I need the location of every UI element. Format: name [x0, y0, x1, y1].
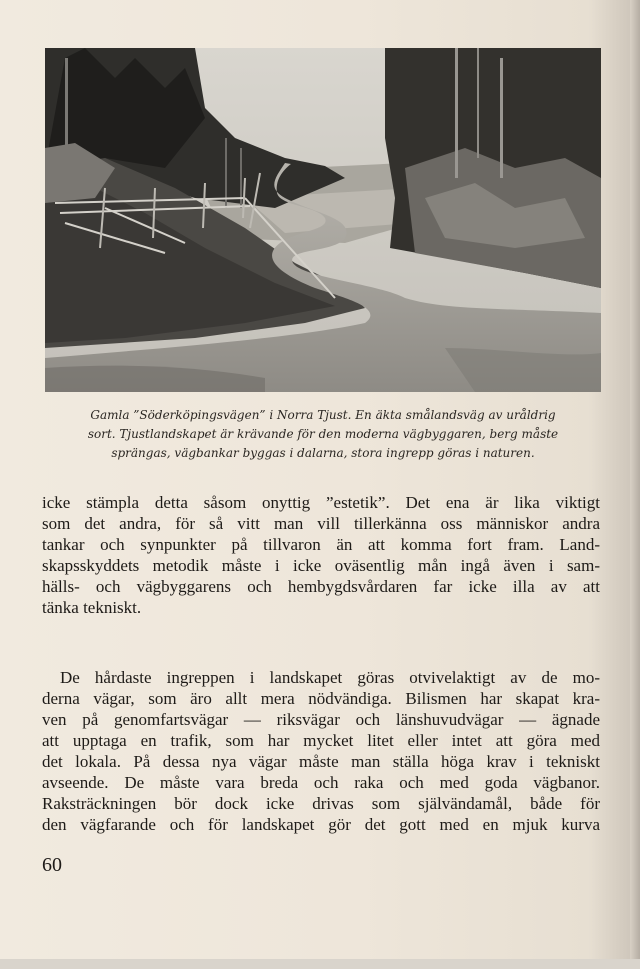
- body-paragraph-1: [42, 492, 600, 618]
- text-line: det lokala. På dessa nya vägar måste man ställa höga krav i tekniskt: [42, 752, 600, 771]
- text-line: att upptaga en trafik, som har mycket litet eller intet att göra med: [42, 731, 600, 750]
- text-line: den vägfarande och för landskapet gör det gott med en mjuk kurva: [42, 815, 600, 834]
- text-line: avseende. De måste vara breda och raka och med goda vägbanor.: [42, 773, 600, 792]
- page-number: 60: [42, 854, 62, 876]
- photo-caption: [44, 406, 602, 463]
- text-line: icke stämpla detta såsom onyttig ”estetik”. Det ena är lika viktigt: [42, 493, 600, 512]
- text-line: ven på genomfartsvägar — riksvägar och länshuvudvägar — ägnade: [42, 710, 600, 729]
- text-line: tankar och synpunkter på tillvaron än att komma fort fram. Land-: [42, 535, 600, 554]
- scan-bottom-border: [0, 959, 640, 969]
- text-line: De hårdaste ingreppen i landskapet göras otvivelaktigt av de mo-: [60, 668, 600, 687]
- page-edge-shadow: [630, 0, 640, 969]
- text-line: derna vägar, som äro allt mera nödvändiga. Bilismen har skapat kra-: [42, 689, 600, 708]
- road-photograph: [45, 48, 601, 392]
- caption-line: sort. Tjustlandskapet är krävande för den moderna vägbyggaren, berg måste: [87, 427, 559, 441]
- caption-line: Gamla ”Söderköpingsvägen” i Norra Tjust. En äkta smålandsväg av uråldrig: [90, 408, 556, 422]
- text-line: tänka tekniskt.: [42, 598, 142, 617]
- body-paragraph-2: [42, 667, 600, 835]
- caption-line: sprängas, vägbankar byggas i dalarna, stora ingrepp göras i naturen.: [111, 446, 535, 460]
- text-line: skapsskyddets metodik måste i icke oväsentlig mån ingå även i sam-: [42, 556, 600, 575]
- text-line: Raksträckningen bör dock icke drivas som självändamål, både för: [42, 794, 600, 813]
- text-line: som det andra, för så vitt man vill tillerkänna oss människor andra: [42, 514, 600, 533]
- text-line: hälls- och vägbyggarens och hembygdsvårdaren far icke illa av att: [42, 577, 600, 596]
